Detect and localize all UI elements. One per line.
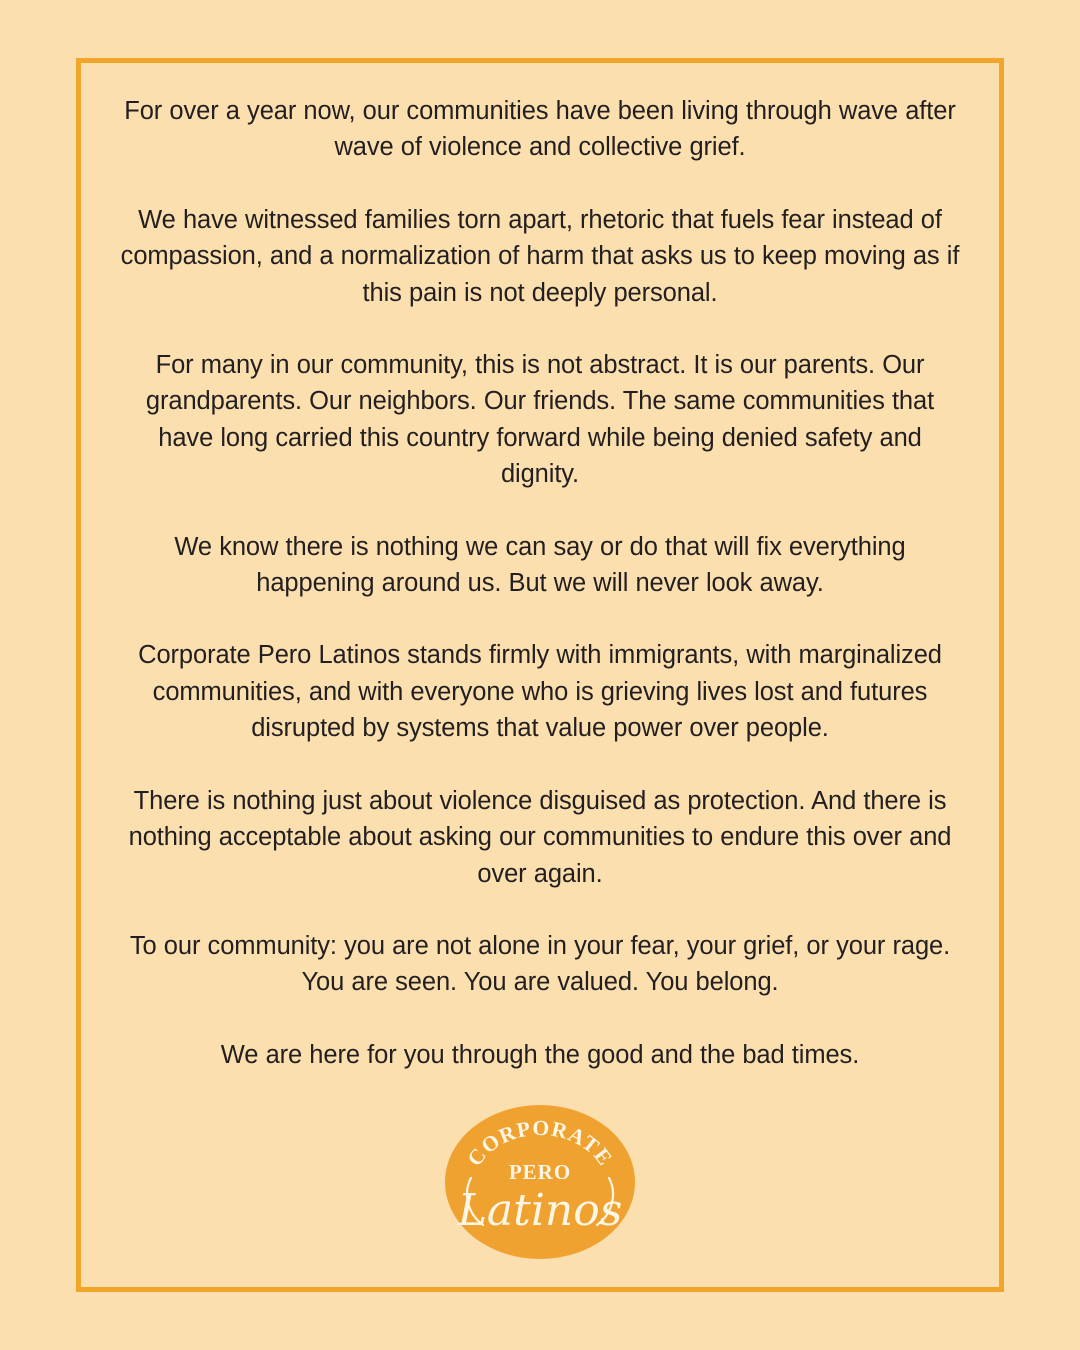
statement-paragraph-5: Corporate Pero Latinos stands firmly with immigrants, with marginalized communities, and with everyone who is grieving lives lost and futures disrupted by systems that value power over people. [138,641,942,743]
statement-paragraph-1: For over a year now, our communities have been living through wave after wave of violence and collective grief. [124,97,956,162]
statement-paragraph-6: There is nothing just about violence disguised as protection. And there is nothing acceptable about asking our communities to endure this over and over again. [128,786,952,888]
brand-logo [445,1105,635,1259]
statement-paragraph-3: For many in our community, this is not abstract. It is our parents. Our grandparents. Our neighbors. Our friends. The same communities that have long carried this country forward while being denied safety and dignity. [145,351,935,489]
statement-paragraph-4: We know there is nothing we can say or do that will fix everything happening around us. But we will never look away. [174,532,906,598]
statement-paragraph-8: We are here for you through the good and the bad times. [220,1040,860,1069]
statement-paragraph-7: To our community: you are not alone in your fear, your grief, or your rage. You are seen. You are valued. You belong. [129,931,951,997]
statement-card [76,58,1004,1292]
logo-script-label: Latinos [457,1185,623,1236]
logo-arc-label: CORPORATE [462,1115,618,1171]
logo-middle-label: PERO [508,1160,572,1184]
statement-text-block [81,63,999,1073]
statement-paragraph-2: We have witnessed families torn apart, rhetoric that fuels fear instead of compassion, and a normalization of harm that asks us to keep moving as if this pain is not deeply personal. [120,205,960,307]
